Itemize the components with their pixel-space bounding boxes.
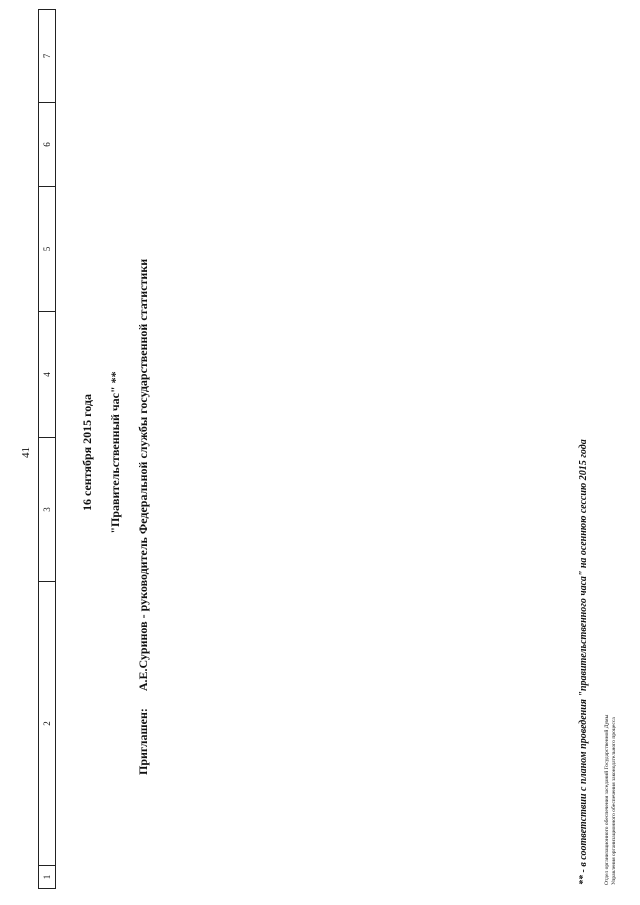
government-hour-title: "Правительственный час" ** [108,371,122,534]
department-line-2: Управления организационного обеспечения законодательного процесса [611,717,617,885]
column-number-3: 3 [39,438,55,582]
column-number-5: 5 [39,187,55,312]
invited-line [136,259,151,775]
department-line-1: Отдел организационного обеспечения заседаний Государственной Думы [604,714,610,885]
session-date: 16 сентября 2015 года [80,394,94,511]
column-number-7: 7 [39,10,55,103]
column-number-1: 1 [42,874,52,880]
page-number: 41 [20,447,32,458]
invited-person: А.Е.Суринов - руководитель Федеральной службы государственной статистики [136,258,150,692]
column-number-header [38,9,56,889]
invited-label: Приглашен: [136,708,150,775]
footnote: ** - в соответствии с планом проведения "правительственного часа" на осеннюю сессию 2015 года [578,439,589,885]
column-number-2: 2 [39,582,55,866]
column-number-4: 4 [39,312,55,438]
column-number-6: 6 [39,103,55,187]
